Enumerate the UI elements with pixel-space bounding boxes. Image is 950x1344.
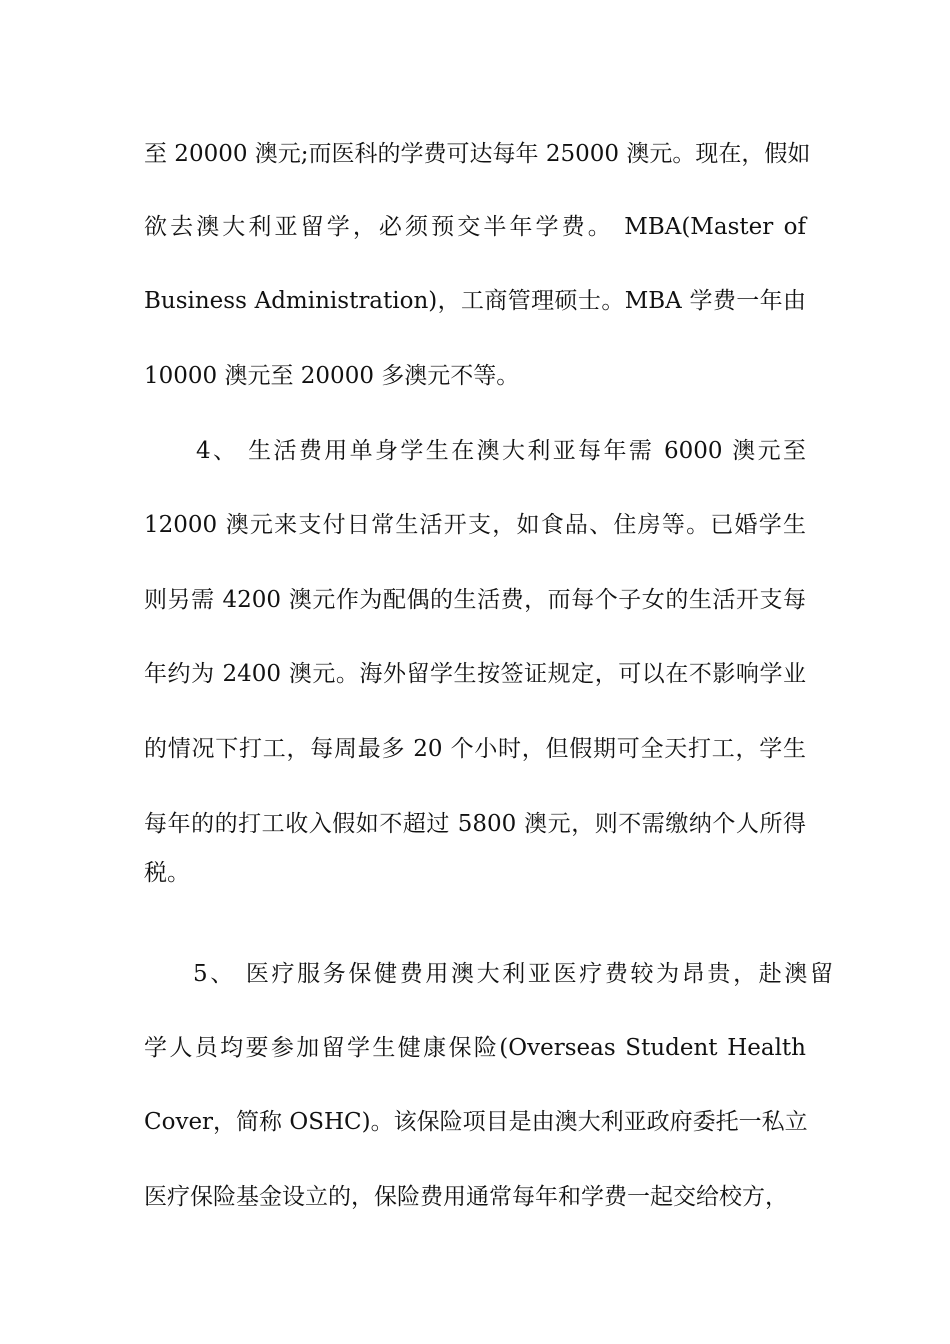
body-text-line: 至 20000 澳元;而医科的学费可达每年 25000 澳元。现在，假如 xyxy=(144,141,811,167)
body-text-line: 欲去澳大利亚留学，必须预交半年学费。 MBA(Master of xyxy=(144,214,806,240)
body-text-line: 每年的的打工收入假如不超过 5800 澳元，则不需缴纳个人所得 xyxy=(144,811,806,837)
body-text-line: Cover，简称 OSHC)。该保险项目是由澳大利亚政府委托一私立 xyxy=(144,1109,808,1135)
body-text-line: 的情况下打工，每周最多 20 个小时，但假期可全天打工，学生 xyxy=(144,736,806,762)
section-heading-line: 4、 生活费用单身学生在澳大利亚每年需 6000 澳元至 xyxy=(196,438,806,464)
body-text-line: 则另需 4200 澳元作为配偶的生活费，而每个子女的生活开支每 xyxy=(144,587,806,613)
body-text-line: 年约为 2400 澳元。海外留学生按签证规定，可以在不影响学业 xyxy=(144,661,806,687)
body-text-line: 税。 xyxy=(144,860,190,886)
body-text-line: Business Administration)，工商管理硕士。MBA 学费一年由 xyxy=(144,288,806,314)
body-text-line: 医疗保险基金设立的，保险费用通常每年和学费一起交给校方， xyxy=(144,1184,788,1210)
section-heading-line: 5、 医疗服务保健费用澳大利亚医疗费较为昂贵，赴澳留 xyxy=(193,961,833,987)
body-text-line: 学人员均要参加留学生健康保险(Overseas Student Health xyxy=(144,1035,806,1061)
body-text-line: 12000 澳元来支付日常生活开支，如食品、住房等。已婚学生 xyxy=(144,512,806,538)
body-text-line: 10000 澳元至 20000 多澳元不等。 xyxy=(144,363,520,389)
